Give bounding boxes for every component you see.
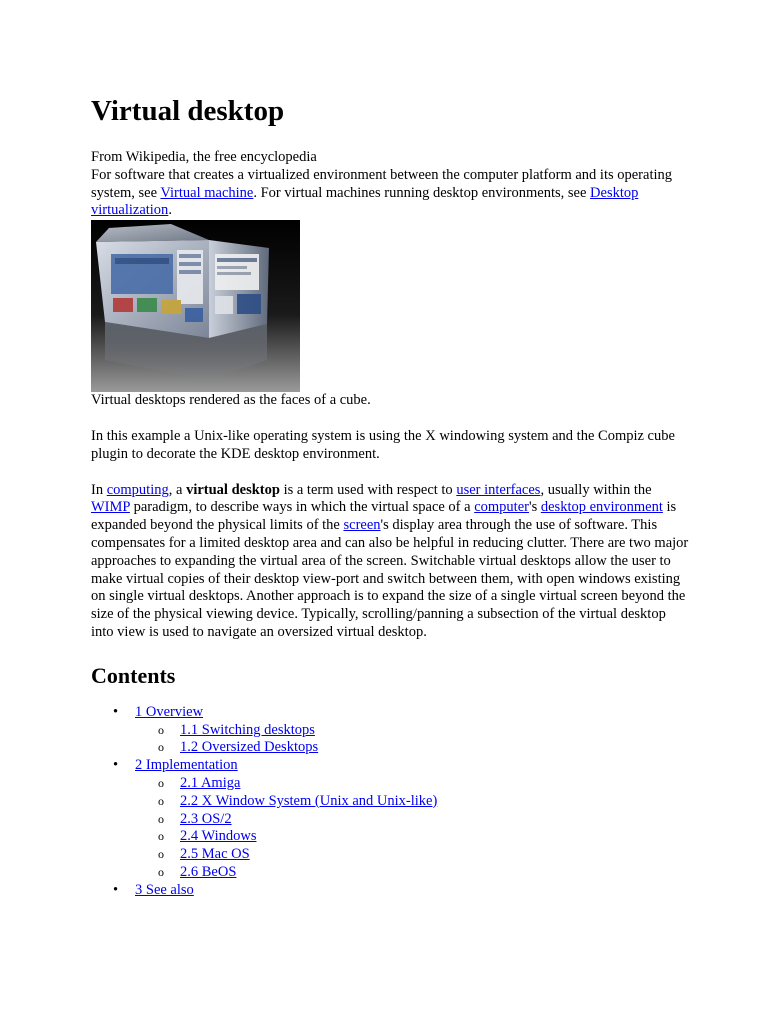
toc-item: [91, 775, 691, 793]
article-content: [91, 93, 691, 900]
link-screen[interactable]: screen: [343, 517, 381, 534]
bullet-circle-icon: o: [158, 811, 164, 826]
toc-item: [91, 793, 691, 811]
toc-link[interactable]: 1.1 Switching desktops: [180, 721, 315, 738]
cube-illustration: [91, 220, 300, 392]
link-desktop-virtualization[interactable]: Desktop virtualization: [91, 184, 639, 219]
toc-link[interactable]: 2.2 X Window System (Unix and Unix-like): [180, 792, 438, 809]
intro-text: is expanded beyond the physical limits of the: [91, 499, 677, 534]
bullet-circle-icon: o: [158, 864, 164, 879]
toc-link[interactable]: 2.3 OS/2: [180, 810, 232, 827]
toc-item: [91, 811, 691, 829]
intro-text: paradigm, to describe ways in which the virtual space of a: [129, 499, 475, 516]
bullet-circle-icon: o: [158, 722, 164, 737]
table-of-contents: [91, 704, 691, 900]
toc-link[interactable]: 1.2 Oversized Desktops: [180, 739, 319, 756]
toc-link[interactable]: 2 Implementation: [135, 757, 238, 774]
link-computing[interactable]: computing: [106, 481, 169, 498]
figure-caption: Virtual desktops rendered as the faces of a cube.: [91, 392, 371, 409]
bullet-circle-icon: o: [158, 775, 164, 790]
toc-item: [91, 722, 691, 740]
article-title: Virtual desktop: [91, 95, 285, 127]
hatnote: [91, 167, 691, 220]
bullet-disc-icon: •: [113, 703, 119, 720]
term-virtual-desktop: virtual desktop: [186, 481, 280, 498]
intro-paragraph: [91, 482, 691, 642]
compiz-cube-image[interactable]: [91, 220, 300, 392]
example-paragraph: In this example a Unix-like operating system is using the X windowing system and the Compiz cube plugin to decorate the KDE desktop environment.: [91, 427, 675, 462]
link-desktop-environment[interactable]: desktop environment: [540, 499, 663, 516]
bullet-circle-icon: o: [158, 847, 164, 862]
intro-text: , a: [168, 481, 187, 498]
hatnote-text-1: For software that creates a virtualized environment between the computer platform and its operating system, see: [91, 166, 672, 201]
contents-heading: Contents: [91, 662, 176, 688]
bullet-circle-icon: o: [158, 793, 164, 808]
link-user-interfaces[interactable]: user interfaces: [456, 481, 541, 498]
toc-item: [91, 704, 691, 722]
intro-text: 's: [528, 499, 541, 516]
link-computer[interactable]: computer: [474, 499, 529, 516]
hatnote-text-3: .: [168, 202, 172, 219]
bullet-disc-icon: •: [113, 757, 119, 774]
toc-link[interactable]: 2.5 Mac OS: [180, 846, 250, 863]
toc-link[interactable]: 3 See also: [135, 881, 194, 898]
toc-item: [91, 882, 691, 900]
toc-item: [91, 864, 691, 882]
toc-item: [91, 739, 691, 757]
tagline: From Wikipedia, the free encyclopedia: [91, 149, 317, 165]
bullet-disc-icon: •: [113, 881, 119, 898]
toc-item: [91, 757, 691, 775]
toc-link[interactable]: 2.1 Amiga: [180, 774, 241, 791]
toc-item: [91, 828, 691, 846]
toc-item: [91, 846, 691, 864]
intro-text: 's display area through the use of software. This compensates for a limited desktop area and can also be helpful in reducing clutter. There are two major approaches to expanding the virtual area of the screen. Switchable virtual desktops allow the user to make virtual copies of their desktop view-port and switch between them, with open windows existing on single virtual desktops. Another approach is to expand the size of a single virtual screen beyond the size of the physical viewing device. Typically, scrolling/panning a subsection of the virtual desktop into view is used to navigate an oversized virtual desktop.: [91, 517, 689, 640]
toc-link[interactable]: 1 Overview: [135, 703, 204, 720]
bullet-circle-icon: o: [158, 829, 164, 844]
bullet-circle-icon: o: [158, 740, 164, 755]
toc-link[interactable]: 2.4 Windows: [180, 828, 257, 845]
intro-text: , usually within the: [540, 481, 652, 498]
intro-text: is a term used with respect to: [279, 481, 457, 498]
link-wimp[interactable]: WIMP: [91, 499, 130, 516]
hatnote-text-2: . For virtual machines running desktop environments, see: [253, 184, 591, 201]
toc-link[interactable]: 2.6 BeOS: [180, 863, 237, 880]
link-virtual-machine[interactable]: Virtual machine: [160, 184, 254, 201]
intro-text: In: [91, 481, 107, 498]
